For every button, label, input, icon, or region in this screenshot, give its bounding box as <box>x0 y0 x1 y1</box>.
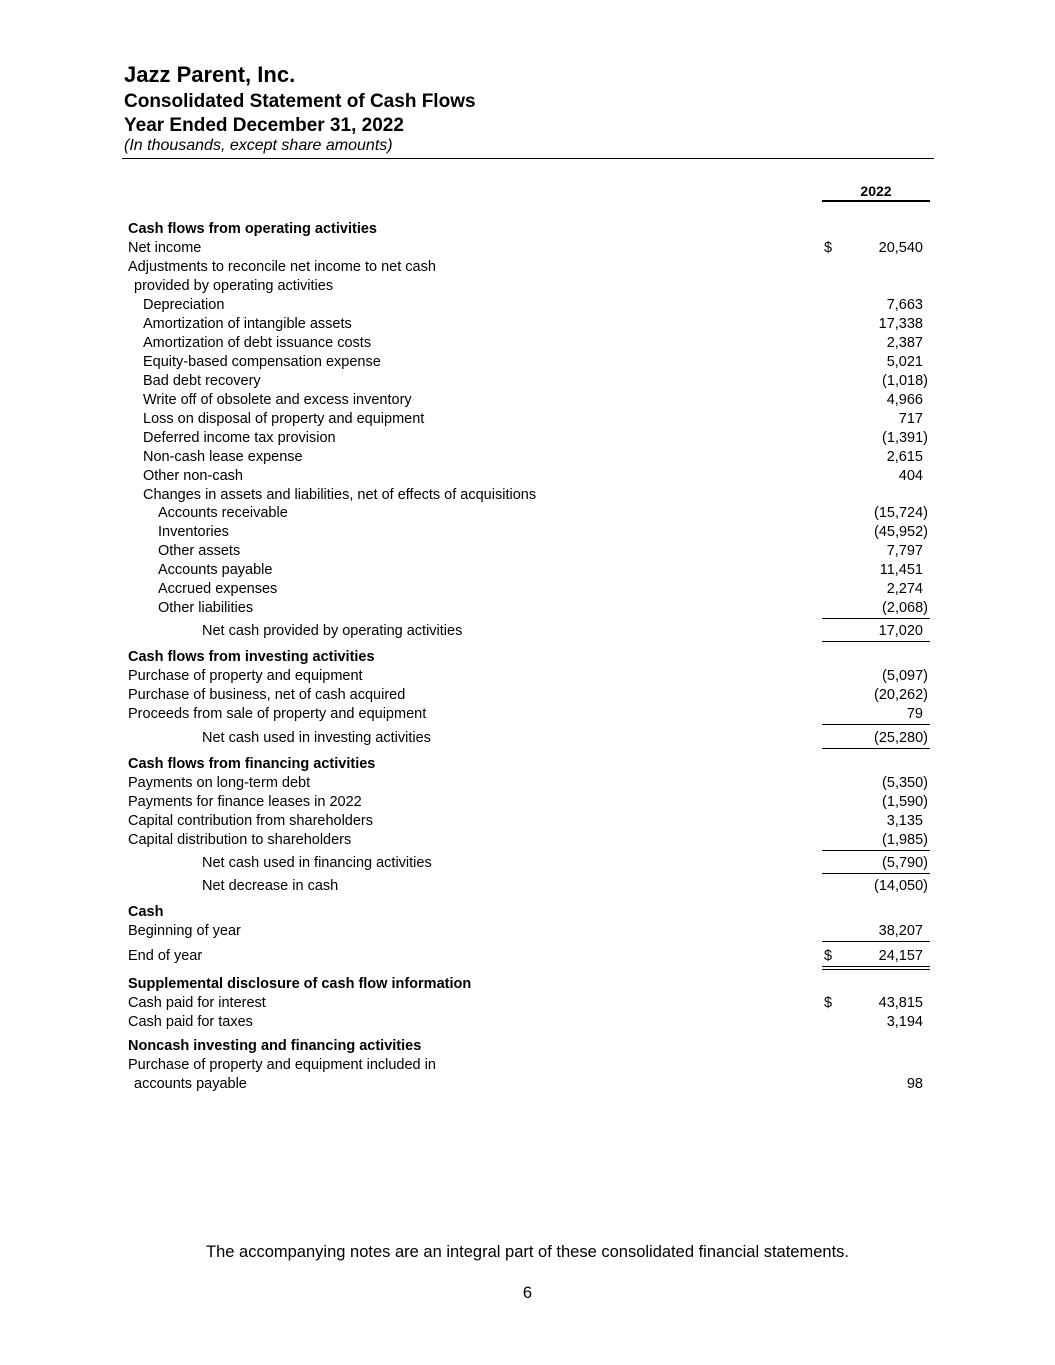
line-item <box>0 467 1055 486</box>
line-item-amount: (5,097) <box>882 668 928 684</box>
line-item-label: Net decrease in cash <box>202 878 339 894</box>
dollar-sign: $ <box>824 948 833 964</box>
line-item-amount: (14,050) <box>873 878 928 894</box>
line-item-label: Purchase of property and equipment included in <box>128 1057 436 1073</box>
line-item <box>0 372 1055 391</box>
line-item <box>0 994 1055 1013</box>
line-item-amount: (5,790) <box>882 855 928 871</box>
line-item-label: Supplemental disclosure of cash flow information <box>128 976 472 992</box>
line-item-amount: 43,815 <box>878 995 923 1011</box>
dollar-sign: $ <box>824 240 833 256</box>
line-item-amount: (5,350) <box>882 775 928 791</box>
line-item <box>0 812 1055 831</box>
line-item-label: Purchase of property and equipment <box>128 668 363 684</box>
line-item <box>0 1056 1055 1075</box>
line-item-label: Beginning of year <box>128 923 241 939</box>
line-item-label: Capital contribution from shareholders <box>128 813 374 829</box>
company-name: Jazz Parent, Inc. <box>124 62 296 87</box>
line-item <box>0 353 1055 372</box>
line-item-amount: (1,985) <box>882 832 928 848</box>
line-item <box>0 705 1055 724</box>
line-item-label: Cash paid for interest <box>128 995 266 1011</box>
line-item-label: Noncash investing and financing activities <box>128 1038 422 1054</box>
section-heading <box>0 648 1055 667</box>
line-item-label: provided by operating activities <box>134 278 334 294</box>
line-item-amount: 5,021 <box>886 354 923 370</box>
line-item <box>0 922 1055 941</box>
section-heading <box>0 755 1055 774</box>
line-item-amount: 17,338 <box>878 316 923 332</box>
footer-note: The accompanying notes are an integral part of these consolidated financial statements. <box>206 1243 849 1261</box>
line-item <box>0 599 1055 618</box>
line-item <box>0 1075 1055 1094</box>
subtotal-underline <box>822 641 930 642</box>
line-item-label: Accounts receivable <box>158 505 288 521</box>
line-item <box>0 831 1055 850</box>
line-item-amount: 3,194 <box>886 1014 923 1030</box>
line-item-label: Write off of obsolete and excess inventory <box>143 392 412 408</box>
line-item-amount: 24,157 <box>878 948 923 964</box>
header-divider <box>122 158 934 159</box>
line-item <box>0 277 1055 296</box>
year-column-header: 2022 <box>822 183 930 202</box>
statement-title: Consolidated Statement of Cash Flows <box>124 91 476 112</box>
section-heading <box>0 975 1055 994</box>
units-note: (In thousands, except share amounts) <box>124 137 393 154</box>
line-item-amount: 2,387 <box>886 335 923 351</box>
line-item-label: accounts payable <box>134 1076 247 1092</box>
line-item <box>0 622 1055 641</box>
line-item <box>0 486 1055 505</box>
line-item <box>0 391 1055 410</box>
subtotal-underline <box>822 618 930 619</box>
line-item-label: Cash <box>128 904 164 920</box>
line-item-amount: 20,540 <box>878 240 923 256</box>
line-item-label: Inventories <box>158 524 229 540</box>
line-item-label: Purchase of business, net of cash acquired <box>128 687 406 703</box>
line-item-amount: 17,020 <box>878 623 923 639</box>
line-item-label: End of year <box>128 948 203 964</box>
line-item <box>0 315 1055 334</box>
subtotal-underline <box>822 941 930 942</box>
line-item-amount: (25,280) <box>873 730 928 746</box>
line-item-label: Payments on long-term debt <box>128 775 311 791</box>
line-item-label: Changes in assets and liabilities, net of effects of acquisitions <box>143 487 537 503</box>
line-item-amount: (2,068) <box>882 600 928 616</box>
total-double-underline <box>822 966 930 970</box>
line-item-label: Adjustments to reconcile net income to net cash <box>128 259 436 275</box>
line-item-amount: 7,663 <box>886 297 923 313</box>
line-item <box>0 410 1055 429</box>
line-item <box>0 729 1055 748</box>
line-item <box>0 429 1055 448</box>
line-item <box>0 334 1055 353</box>
line-item-label: Bad debt recovery <box>143 373 261 389</box>
line-item-amount: 2,615 <box>886 449 923 465</box>
line-item-amount: (1,590) <box>882 794 928 810</box>
line-item-amount: 2,274 <box>886 581 923 597</box>
line-item-amount: 4,966 <box>886 392 923 408</box>
line-item-label: Capital distribution to shareholders <box>128 832 352 848</box>
line-item-amount: (45,952) <box>873 524 928 540</box>
line-item-label: Deferred income tax provision <box>143 430 336 446</box>
line-item-label: Cash flows from investing activities <box>128 649 375 665</box>
line-item-amount: 79 <box>906 706 923 722</box>
line-item-amount: (1,391) <box>882 430 928 446</box>
section-heading <box>0 220 1055 239</box>
line-item-amount: 98 <box>906 1076 923 1092</box>
line-item <box>0 686 1055 705</box>
line-item <box>0 296 1055 315</box>
line-item-amount: 11,451 <box>879 562 923 578</box>
line-item-amount: 7,797 <box>886 543 923 559</box>
section-heading <box>0 1037 1055 1056</box>
line-item-label: Accrued expenses <box>158 581 278 597</box>
line-item <box>0 877 1055 896</box>
line-item <box>0 947 1055 966</box>
line-item-label: Net cash used in investing activities <box>202 730 431 746</box>
page-number: 6 <box>522 1284 533 1302</box>
line-item-amount: (20,262) <box>873 687 928 703</box>
line-item-label: Amortization of intangible assets <box>143 316 352 332</box>
statement-period: Year Ended December 31, 2022 <box>124 115 404 136</box>
line-item-amount: (15,724) <box>873 505 928 521</box>
line-item-label: Cash flows from operating activities <box>128 221 377 237</box>
subtotal-underline <box>822 748 930 749</box>
line-item-label: Other liabilities <box>158 600 254 616</box>
line-item <box>0 793 1055 812</box>
line-item <box>0 239 1055 258</box>
line-item <box>0 504 1055 523</box>
line-item-label: Non-cash lease expense <box>143 449 303 465</box>
line-item-label: Other assets <box>158 543 241 559</box>
line-item-label: Cash flows from financing activities <box>128 756 376 772</box>
line-item-label: Depreciation <box>143 297 225 313</box>
subtotal-underline <box>822 850 930 851</box>
line-item-label: Net cash used in financing activities <box>202 855 432 871</box>
line-item <box>0 561 1055 580</box>
line-item-label: Net income <box>128 240 202 256</box>
subtotal-underline <box>822 873 930 874</box>
line-item-label: Proceeds from sale of property and equipment <box>128 706 427 722</box>
line-item-label: Net cash provided by operating activities <box>202 623 463 639</box>
line-item-amount: 404 <box>898 468 923 484</box>
line-item <box>0 854 1055 873</box>
line-item <box>0 258 1055 277</box>
line-item <box>0 580 1055 599</box>
section-heading <box>0 903 1055 922</box>
line-item <box>0 1013 1055 1032</box>
line-item-label: Cash paid for taxes <box>128 1014 253 1030</box>
subtotal-underline <box>822 724 930 725</box>
line-item-label: Equity-based compensation expense <box>143 354 381 370</box>
line-item-amount: (1,018) <box>882 373 928 389</box>
line-item-label: Loss on disposal of property and equipment <box>143 411 425 427</box>
line-item-label: Amortization of debt issuance costs <box>143 335 372 351</box>
line-item-amount: 38,207 <box>878 923 923 939</box>
line-item-amount: 3,135 <box>886 813 923 829</box>
line-item <box>0 523 1055 542</box>
line-item-label: Accounts payable <box>158 562 273 578</box>
line-item <box>0 542 1055 561</box>
line-item <box>0 667 1055 686</box>
line-item <box>0 774 1055 793</box>
dollar-sign: $ <box>824 995 833 1011</box>
line-item-amount: 717 <box>898 411 923 427</box>
line-item-label: Payments for finance leases in 2022 <box>128 794 362 810</box>
line-item <box>0 448 1055 467</box>
line-item-label: Other non-cash <box>143 468 243 484</box>
